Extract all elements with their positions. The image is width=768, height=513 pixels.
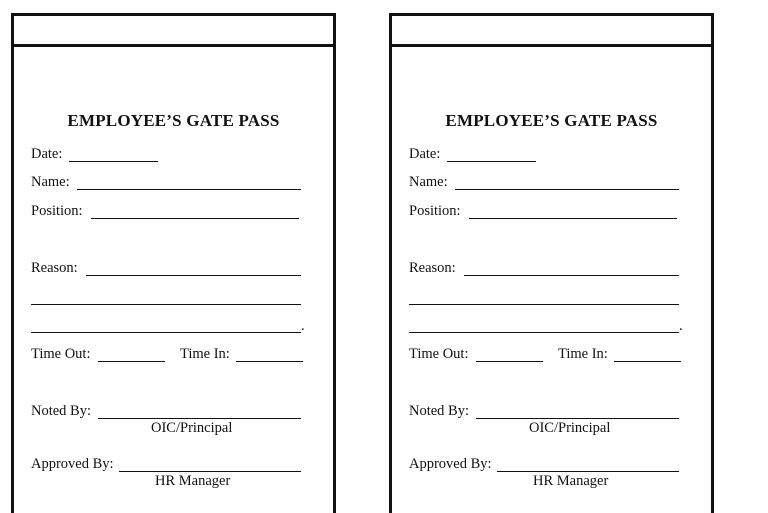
approved-by-label: Approved By: [409, 456, 492, 472]
header-band [14, 16, 333, 47]
time-in-label: Time In: [180, 346, 230, 362]
reason-label: Reason: [409, 260, 456, 276]
gate-pass-card-right [389, 13, 714, 513]
reason-blank-3[interactable] [31, 332, 301, 333]
approved-by-label: Approved By: [31, 456, 114, 472]
date-label: Date: [409, 146, 441, 162]
position-label: Position: [409, 203, 461, 219]
reason-blank-2[interactable] [409, 304, 679, 305]
time-out-blank[interactable] [476, 361, 543, 362]
approved-by-blank[interactable] [119, 471, 301, 472]
reason-period: . [679, 318, 683, 334]
header-band [392, 16, 711, 47]
time-out-blank[interactable] [98, 361, 165, 362]
gate-pass-title: EMPLOYEE’S GATE PASS [445, 111, 658, 130]
name-blank[interactable] [455, 189, 679, 190]
position-blank[interactable] [91, 218, 299, 219]
noted-by-label: Noted By: [409, 403, 470, 419]
name-blank[interactable] [77, 189, 301, 190]
gate-pass-title: EMPLOYEE’S GATE PASS [67, 111, 280, 130]
gate-pass-card-left [11, 13, 336, 513]
position-label: Position: [31, 203, 83, 219]
reason-label: Reason: [31, 260, 78, 276]
noted-by-label: Noted By: [31, 403, 92, 419]
reason-blank-1[interactable] [464, 275, 679, 276]
position-blank[interactable] [469, 218, 677, 219]
approved-by-role: HR Manager [533, 473, 609, 489]
reason-blank-3[interactable] [409, 332, 679, 333]
noted-by-role: OIC/Principal [151, 420, 233, 436]
noted-by-blank[interactable] [476, 418, 679, 419]
reason-period: . [301, 318, 305, 334]
date-blank[interactable] [69, 161, 158, 162]
noted-by-role: OIC/Principal [529, 420, 611, 436]
approved-by-role: HR Manager [155, 473, 231, 489]
approved-by-blank[interactable] [497, 471, 679, 472]
time-out-label: Time Out: [409, 346, 469, 362]
time-out-label: Time Out: [31, 346, 91, 362]
time-in-blank[interactable] [614, 361, 681, 362]
noted-by-blank[interactable] [98, 418, 301, 419]
name-label: Name: [31, 174, 70, 190]
name-label: Name: [409, 174, 448, 190]
date-label: Date: [31, 146, 63, 162]
reason-blank-1[interactable] [86, 275, 301, 276]
time-in-label: Time In: [558, 346, 608, 362]
date-blank[interactable] [447, 161, 536, 162]
reason-blank-2[interactable] [31, 304, 301, 305]
time-in-blank[interactable] [236, 361, 303, 362]
